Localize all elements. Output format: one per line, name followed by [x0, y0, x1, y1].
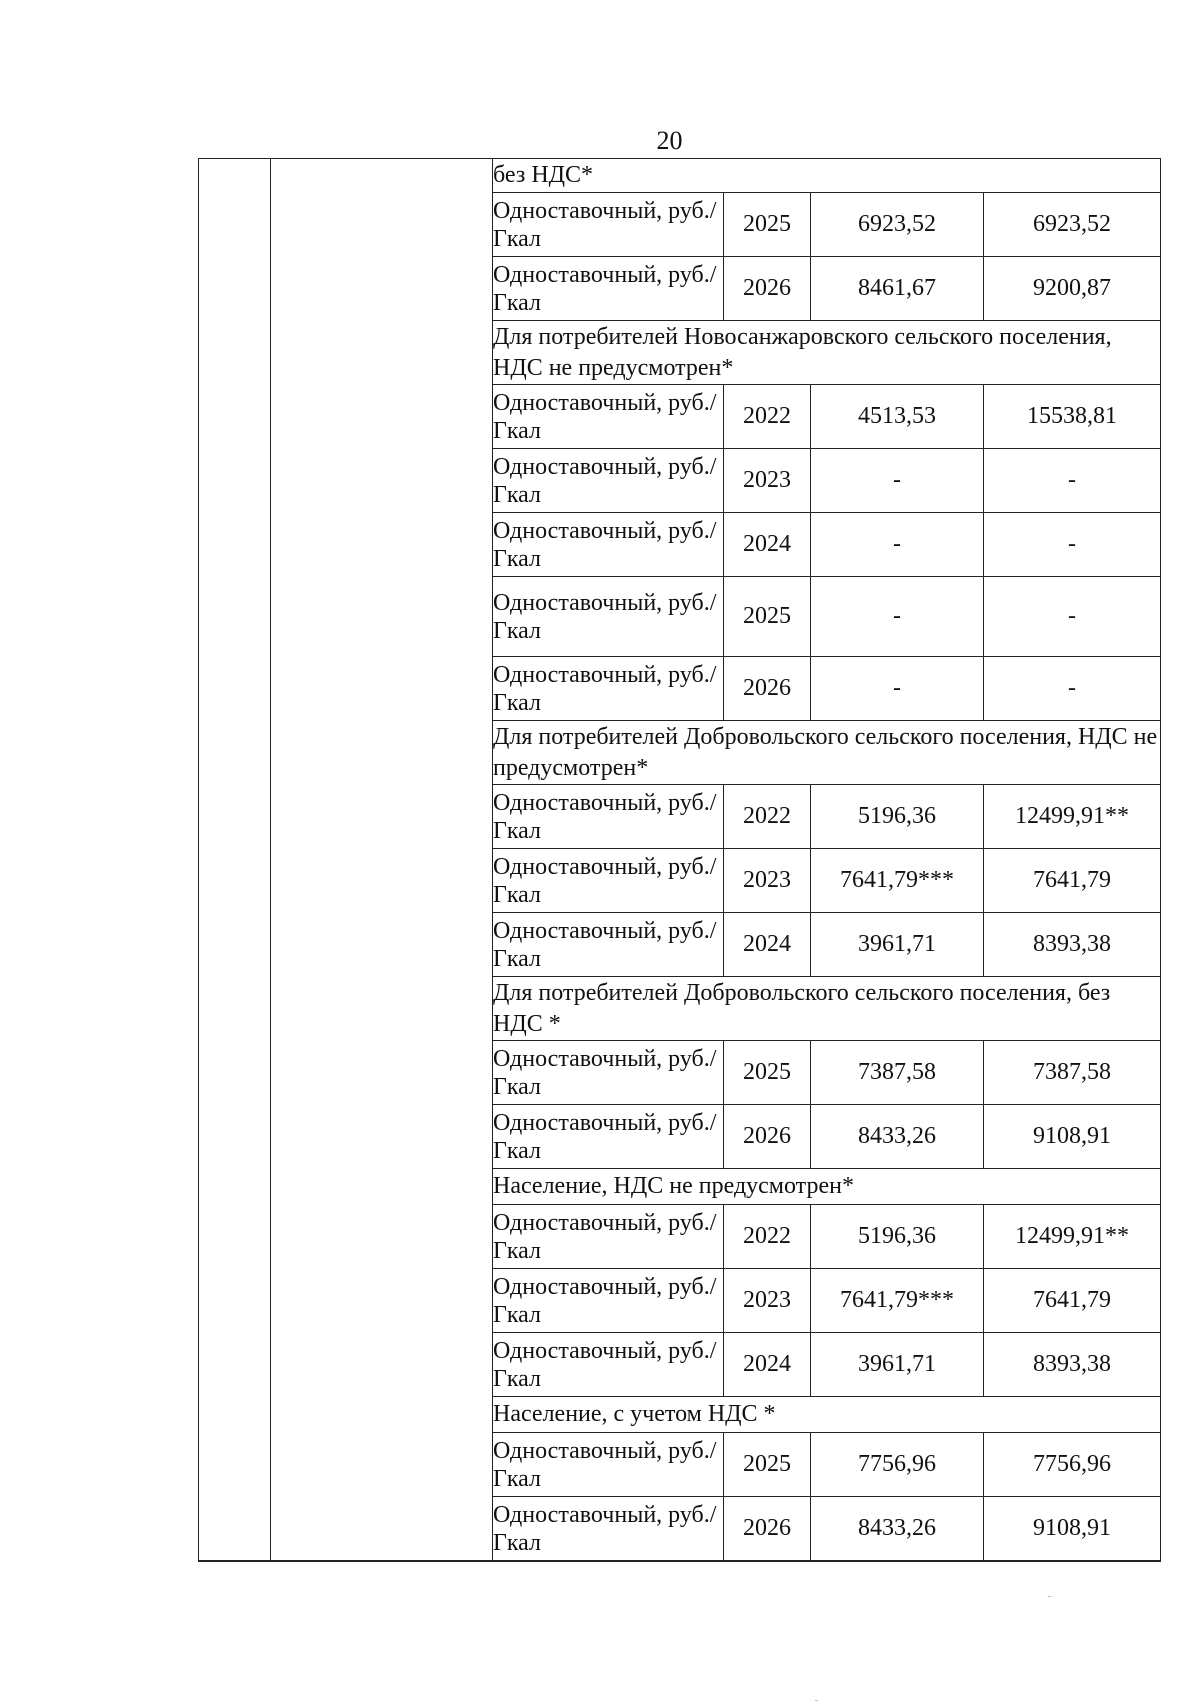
value-second-half-cell: - [984, 513, 1161, 577]
value-second-half-cell: 8393,38 [984, 913, 1161, 977]
group-header-row [199, 159, 1161, 193]
value-first-half-cell: 5196,36 [811, 785, 984, 849]
year-cell: 2023 [724, 849, 811, 913]
tariff-name-cell: Одноставочный, руб./Гкал [493, 385, 724, 449]
value-second-half-cell: 9200,87 [984, 257, 1161, 321]
value-first-half-cell: 7387,58 [811, 1041, 984, 1105]
tariff-name-cell: Одноставочный, руб./Гкал [493, 1497, 724, 1561]
empty-organization-column [271, 159, 493, 1562]
value-first-half-cell: 7641,79*** [811, 1269, 984, 1333]
value-first-half-cell: 4513,53 [811, 385, 984, 449]
value-second-half-cell: 9108,91 [984, 1105, 1161, 1169]
tariff-name-cell: Одноставочный, руб./Гкал [493, 1333, 724, 1397]
tariff-name-cell: Одноставочный, руб./Гкал [493, 1105, 724, 1169]
year-cell: 2026 [724, 657, 811, 721]
year-cell: 2024 [724, 1333, 811, 1397]
value-second-half-cell: 7641,79 [984, 1269, 1161, 1333]
value-second-half-cell: - [984, 449, 1161, 513]
year-cell: 2024 [724, 913, 811, 977]
group-header-cell: Для потребителей Добровольского сельского поселения, без НДС * [493, 977, 1161, 1041]
value-second-half-cell: 8393,38 [984, 1333, 1161, 1397]
year-cell: 2022 [724, 1205, 811, 1269]
year-cell: 2023 [724, 1269, 811, 1333]
value-second-half-cell: 15538,81 [984, 385, 1161, 449]
year-cell: 2023 [724, 449, 811, 513]
tariff-name-cell: Одноставочный, руб./Гкал [493, 193, 724, 257]
value-first-half-cell: 8433,26 [811, 1497, 984, 1561]
tariff-name-cell: Одноставочный, руб./Гкал [493, 577, 724, 657]
year-cell: 2026 [724, 1105, 811, 1169]
value-second-half-cell: 12499,91** [984, 785, 1161, 849]
tariff-name-cell: Одноставочный, руб./Гкал [493, 449, 724, 513]
group-header-cell: Население, с учетом НДС * [493, 1397, 1161, 1433]
year-cell: 2025 [724, 193, 811, 257]
group-header-cell: без НДС* [493, 159, 1161, 193]
tariff-name-cell: Одноставочный, руб./Гкал [493, 1041, 724, 1105]
year-cell: 2022 [724, 385, 811, 449]
value-first-half-cell: 7641,79*** [811, 849, 984, 913]
value-first-half-cell: - [811, 657, 984, 721]
group-header-cell: Для потребителей Добровольского сельского поселения, НДС не предусмотрен* [493, 721, 1161, 785]
year-cell: 2025 [724, 1041, 811, 1105]
value-first-half-cell: - [811, 513, 984, 577]
value-second-half-cell: 7387,58 [984, 1041, 1161, 1105]
year-cell: 2024 [724, 513, 811, 577]
tariff-name-cell: Одноставочный, руб./Гкал [493, 257, 724, 321]
value-second-half-cell: 12499,91** [984, 1205, 1161, 1269]
value-second-half-cell: - [984, 577, 1161, 657]
value-first-half-cell: 6923,52 [811, 193, 984, 257]
page-number: 20 [656, 126, 683, 155]
tariff-name-cell: Одноставочный, руб./Гкал [493, 913, 724, 977]
tariff-name-cell: Одноставочный, руб./Гкал [493, 785, 724, 849]
value-first-half-cell: 7756,96 [811, 1433, 984, 1497]
scan-speck [1048, 1596, 1051, 1597]
value-second-half-cell: 9108,91 [984, 1497, 1161, 1561]
year-cell: 2022 [724, 785, 811, 849]
value-first-half-cell: 8433,26 [811, 1105, 984, 1169]
tariff-name-cell: Одноставочный, руб./Гкал [493, 849, 724, 913]
year-cell: 2025 [724, 577, 811, 657]
value-second-half-cell: 6923,52 [984, 193, 1161, 257]
year-cell: 2026 [724, 257, 811, 321]
value-first-half-cell: 5196,36 [811, 1205, 984, 1269]
tariff-table [198, 158, 1161, 1562]
value-second-half-cell: 7756,96 [984, 1433, 1161, 1497]
tariff-name-cell: Одноставочный, руб./Гкал [493, 513, 724, 577]
tariff-name-cell: Одноставочный, руб./Гкал [493, 1433, 724, 1497]
value-first-half-cell: - [811, 449, 984, 513]
tariff-name-cell: Одноставочный, руб./Гкал [493, 657, 724, 721]
tariff-name-cell: Одноставочный, руб./Гкал [493, 1269, 724, 1333]
empty-index-column [199, 159, 271, 1562]
group-header-cell: Для потребителей Новосанжаровского сельского поселения, НДС не предусмотрен* [493, 321, 1161, 385]
tariff-name-cell: Одноставочный, руб./Гкал [493, 1205, 724, 1269]
year-cell: 2026 [724, 1497, 811, 1561]
value-first-half-cell: 3961,71 [811, 1333, 984, 1397]
group-header-cell: Население, НДС не предусмотрен* [493, 1169, 1161, 1205]
year-cell: 2025 [724, 1433, 811, 1497]
value-first-half-cell: 8461,67 [811, 257, 984, 321]
value-first-half-cell: - [811, 577, 984, 657]
value-second-half-cell: - [984, 657, 1161, 721]
value-second-half-cell: 7641,79 [984, 849, 1161, 913]
value-first-half-cell: 3961,71 [811, 913, 984, 977]
